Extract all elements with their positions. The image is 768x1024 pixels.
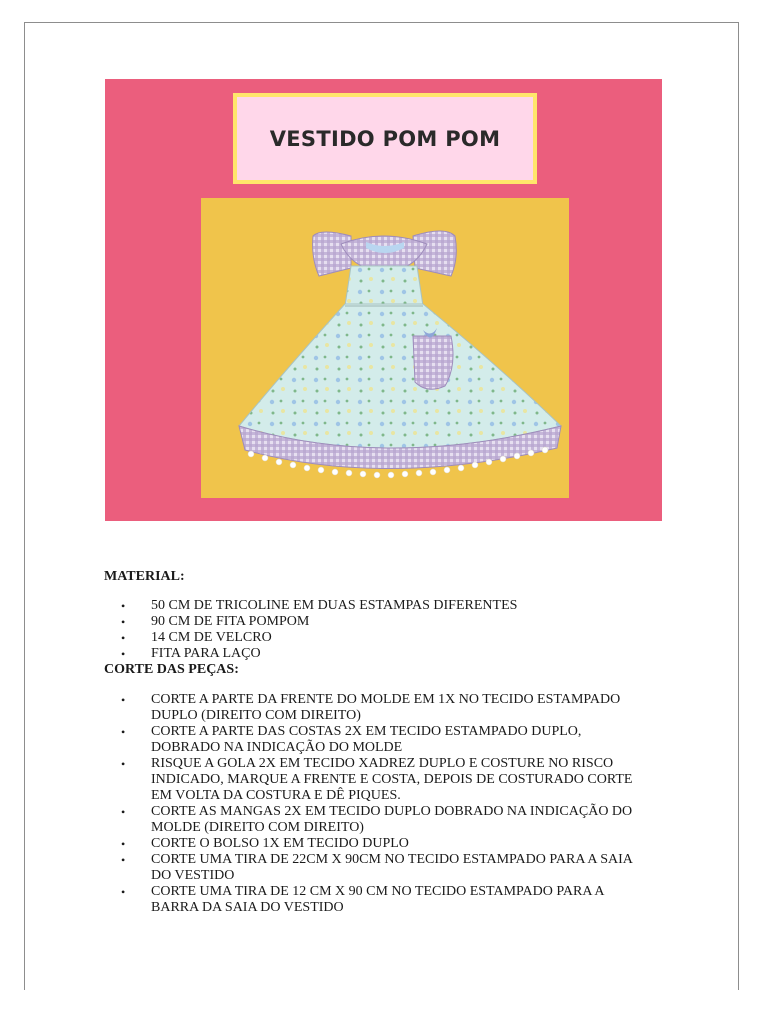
bullet-icon: • [121, 615, 126, 629]
corte-item: • CORTE AS MANGAS 2X EM TECIDO DUPLO DOBRADO NA INDICAÇÃO DO MOLDE (DIREITO COM DIREITO) [121, 804, 633, 835]
corte-item: • CORTE UMA TIRA DE 12 CM X 90 CM NO TECIDO ESTAMPADO PARA A BARRA DA SAIA DO VESTIDO [121, 884, 605, 915]
material-item: • 50 CM DE TRICOLINE EM DUAS ESTAMPAS DIFERENTES [121, 598, 518, 613]
page-border-left [24, 22, 25, 990]
page-border-top [24, 22, 738, 23]
bullet-icon: • [121, 837, 126, 851]
bullet-icon: • [121, 725, 126, 739]
cover-title: VESTIDO POM POM [269, 126, 501, 151]
dress-illustration [201, 198, 569, 498]
title-box [233, 93, 537, 184]
bullet-icon: • [121, 885, 126, 899]
corte-item: • CORTE UMA TIRA DE 22CM X 90CM NO TECIDO ESTAMPADO PARA A SAIA DO VESTIDO [121, 852, 633, 883]
instructions-content [104, 569, 704, 916]
corte-list [104, 692, 704, 916]
corte-item: • CORTE O BOLSO 1X EM TECIDO DUPLO [121, 836, 409, 851]
corte-item: • RISQUE A GOLA 2X EM TECIDO XADREZ DUPLO E COSTURE NO RISCO INDICADO, MARQUE A FRENTE E COSTA, DEPOIS DE COSTURADO CORTE EM VOLTA DA COSTURA E DÊ PIQUES. [121, 756, 633, 803]
material-list [104, 598, 704, 662]
bullet-icon: • [121, 757, 126, 771]
corte-heading: CORTE DAS PEÇAS: [104, 662, 239, 677]
corte-item: • CORTE A PARTE DAS COSTAS 2X EM TECIDO ESTAMPADO DUPLO, DOBRADO NA INDICAÇÃO DO MOLDE [121, 724, 582, 755]
bullet-icon: • [121, 631, 126, 645]
cover-panel [105, 79, 662, 521]
bullet-icon: • [121, 853, 126, 867]
material-heading: MATERIAL: [104, 569, 185, 584]
material-item: • FITA PARA LAÇO [121, 646, 261, 661]
dress-photo [201, 198, 569, 498]
page-border-right [738, 22, 739, 990]
bullet-icon: • [121, 805, 126, 819]
bullet-icon: • [121, 599, 126, 613]
corte-item: • CORTE A PARTE DA FRENTE DO MOLDE EM 1X NO TECIDO ESTAMPADO DUPLO (DIREITO COM DIREITO) [121, 692, 621, 723]
bullet-icon: • [121, 693, 126, 707]
bullet-icon: • [121, 647, 126, 661]
material-item: • 90 CM DE FITA POMPOM [121, 614, 310, 629]
material-item: • 14 CM DE VELCRO [121, 630, 272, 645]
